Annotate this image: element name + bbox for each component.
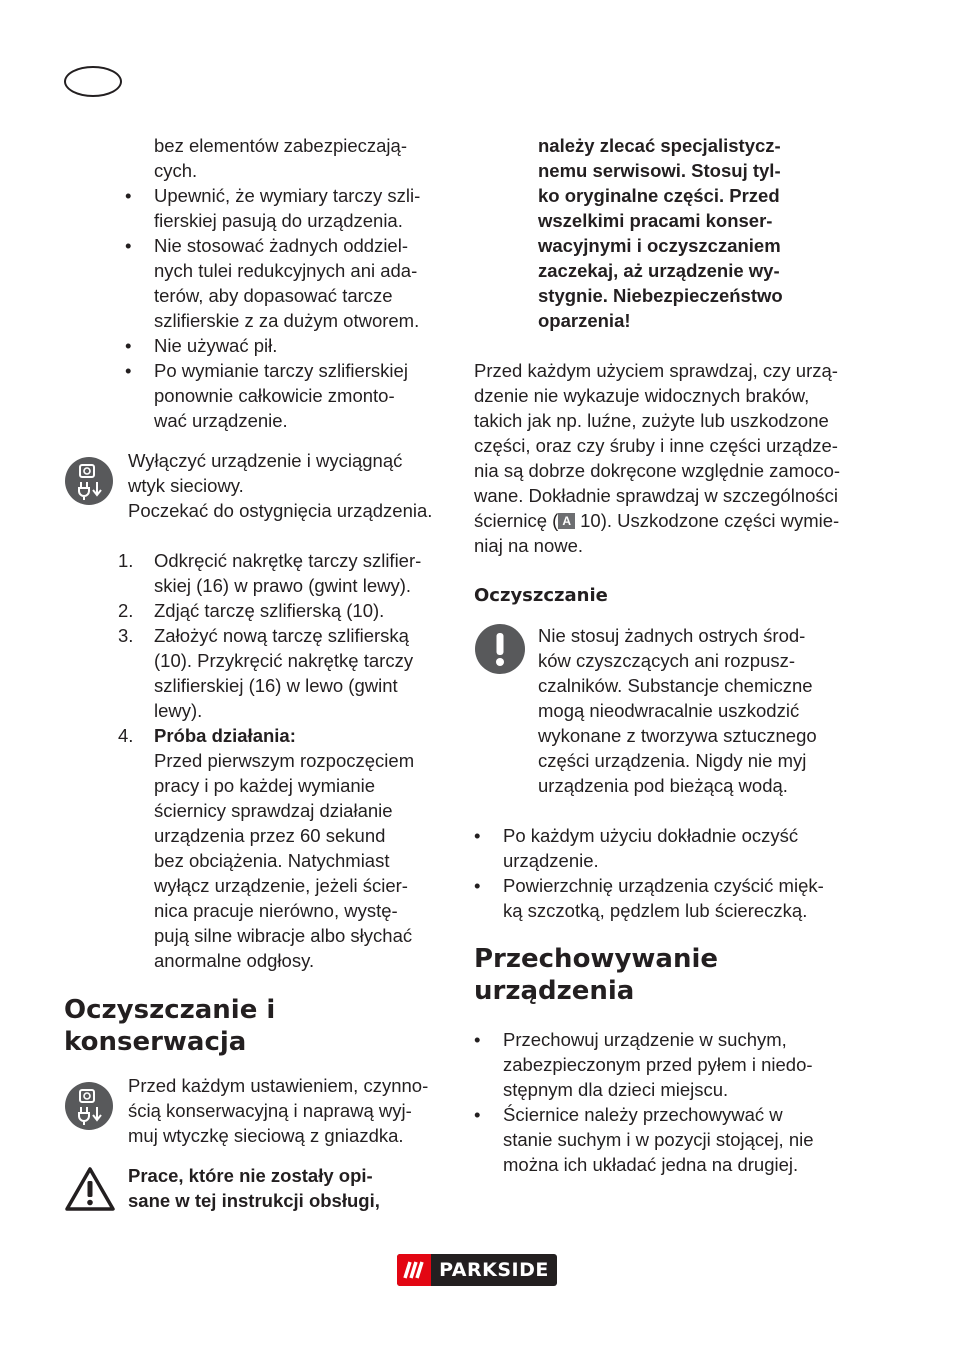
caution-note — [474, 623, 858, 798]
caution-icon — [474, 623, 538, 681]
list-item: • Ściernice należy przechowywać w stanie suchym i w pozycji stojącej, nie można ich układać jedna na drugiej. — [474, 1102, 858, 1177]
step-text: Założyć nową tarczę szlifierską (10). Przykręcić nakrętkę tarczy szlifierskiej (16) w lewo (gwint lewy). — [154, 625, 414, 721]
warning-note — [64, 1163, 448, 1218]
right-column — [474, 133, 858, 1177]
steps-list — [64, 548, 448, 973]
unplug-icon — [64, 1073, 128, 1137]
list-item: • Przechowuj urządzenie w suchym, zabezpieczonym przed pyłem i niedo- stępnym dla dzieci miejscu. — [474, 1027, 858, 1102]
step-text: Zdjąć tarczę szlifierską (10). — [154, 600, 385, 621]
step-number: 4. — [118, 725, 134, 746]
parkside-logo — [397, 1254, 557, 1286]
logo-stripes — [397, 1254, 431, 1286]
section-heading-cleaning: Oczyszczanie i konserwacja — [64, 995, 276, 1057]
list-item: • Nie stosować żadnych oddziel- nych tulei redukcyjnych ani ada- terów, aby dopasować tarcze szlifierskie z za dużym otworem. — [125, 233, 448, 333]
step-number: 3. — [118, 625, 134, 646]
list-item — [118, 623, 448, 723]
unplug-icon — [64, 448, 128, 512]
subheading-cleaning: Oczyszczanie — [474, 585, 608, 606]
cleaning-bullet-list — [474, 823, 858, 923]
unplug-note-text: Przed każdym ustawieniem, czynno- ścią konserwacyjną i naprawą wyj- muj wtyczkę sieciową z gniazdka. — [128, 1075, 429, 1146]
step-title: Próba działania: — [154, 725, 296, 746]
step-text: Odkręcić nakrętkę tarczy szlifier- skiej (16) w prawo (gwint lewy). — [154, 550, 422, 596]
step-number: 1. — [118, 550, 134, 571]
warning-text-continued: należy zlecać specjalistycz- nemu serwisowi. Stosuj tyl- ko oryginalne części. Przed wszelkimi pracami konser- wacyjnymi i oczyszczaniem zaczekaj, aż urządzenie wy- stygnie. Niebezpieczeństwo oparzenia! — [538, 135, 783, 331]
list-item: • Upewnić, że wymiary tarczy szli- fierskiej pasują do urządzenia. — [125, 183, 448, 233]
language-badge — [64, 66, 122, 97]
warning-text: Prace, które nie zostały opi- sane w tej instrukcji obsługi, — [128, 1165, 380, 1211]
logo-text: PARKSIDE — [439, 1259, 549, 1281]
list-item — [118, 548, 448, 598]
warning-triangle-icon — [64, 1163, 128, 1218]
unplug-note-text: Wyłączyć urządzenie i wyciągnąć wtyk sieciowy. Poczekać do ostygnięcia urządzenia. — [128, 450, 433, 521]
list-item — [118, 598, 448, 623]
list-item: • Po wymianie tarczy szlifierskiej ponownie całkowicie zmonto- wać urządzenie. — [125, 358, 448, 433]
step-text: Przed pierwszym rozpoczęciem pracy i po każdej wymianie ściernicy sprawdzaj działanie urządzenia przez 60 sekund bez obciążenia. Natychmiast wyłącz urządzenie, jeżeli ścier- nica pracuje nierówno, wystę- pują silne wibracje albo słychać anormalne odgłosy. — [154, 750, 415, 971]
unplug-note — [64, 448, 448, 523]
list-item: • Po każdym użyciu dokładnie oczyść urządzenie. — [474, 823, 858, 873]
list-item — [118, 723, 448, 973]
section-heading-storage: Przechowywanie urządzenia — [474, 944, 719, 1006]
unplug-note-2 — [64, 1073, 448, 1148]
intro-bullet-list — [64, 133, 448, 433]
left-column — [64, 133, 448, 1218]
inspection-paragraph: Przed każdym użyciem sprawdzaj, czy urzą- dzenie nie wykazuje widocznych braków, takich jak np. luźne, zużyte lub uszkodzone części, oraz czy śruby i inne części urządze- nia są dobrze dokręcone względnie zamoco- wane. Dokładnie sprawdzaj w szczególności ściernicę ( A 10). Uszkodzone części wymie- niaj na nowe. — [474, 360, 841, 556]
step-number: 2. — [118, 600, 134, 621]
list-item: • Nie używać pił. — [125, 333, 448, 358]
list-item: • Powierzchnię urządzenia czyścić mięk- ką szczotką, pędzlem lub ściereczką. — [474, 873, 858, 923]
caution-text: Nie stosuj żadnych ostrych środ- ków czyszczących ani rozpusz- czalników. Substancje chemiczne mogą nieodwracalnie uszkodzić wykonane z tworzywa sztucznego części urządzenia. Nigdy nie myj urządzenia pod bieżącą wodą. — [538, 625, 817, 796]
list-item: bez elementów zabezpieczają- cych. — [154, 135, 407, 181]
storage-bullet-list — [474, 1027, 858, 1177]
figure-ref-badge: A — [558, 513, 575, 529]
